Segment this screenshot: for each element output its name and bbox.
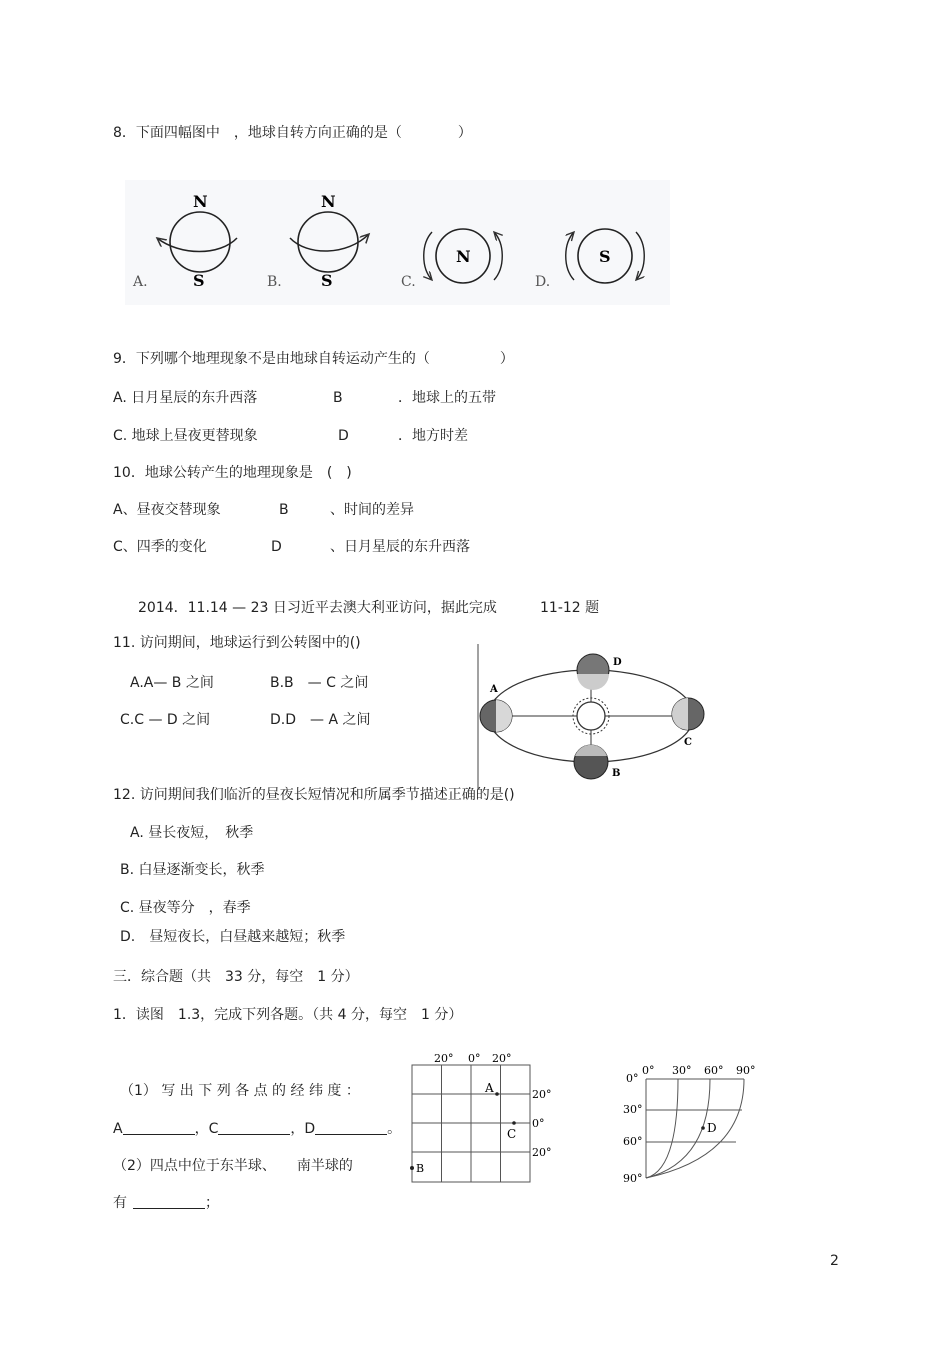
q8-b-north-label: N — [321, 192, 336, 211]
q11-option-b: B.B — C 之间 — [270, 675, 369, 691]
orbit-label-a: A — [490, 684, 498, 695]
polar-quadrant-map — [620, 1062, 770, 1192]
q8-a-option-label: A. — [133, 274, 148, 290]
q11-option-a: A.A— B 之间 — [130, 675, 214, 691]
q10-stem: 10．地球公转产生的地理现象是 ( ) — [113, 465, 352, 481]
answer-blank-a[interactable] — [123, 1120, 195, 1135]
intro-text: 2014．11.14 — 23 日习近平去澳大利亚访问，据此完成 — [138, 600, 497, 616]
q8-d-pole-label: S — [599, 247, 611, 266]
grid-top-label-3: 20° — [492, 1052, 512, 1065]
grid-right-label-2: 0° — [532, 1117, 545, 1130]
c1-stem: 1．读图 1.3，完成下列各题。（共 4 分，每空 1 分） — [113, 1007, 463, 1023]
q8-stem: 8．下面四幅图中 ，地球自转方向正确的是（ ） — [113, 125, 472, 141]
c1-part1: （1） 写 出 下 列 各 点 的 经 纬 度 ： — [120, 1083, 360, 1099]
grid-point-a: A — [485, 1081, 494, 1095]
q8-a-south-label: S — [193, 271, 205, 290]
page-number: 2 — [830, 1253, 839, 1269]
q10-option-a: A、昼夜交替现象 — [113, 502, 221, 518]
part2-end-label: 有 — [113, 1195, 127, 1211]
q12-stem: 12. 访问期间我们临沂的昼夜长短情况和所属季节描述正确的是() — [113, 787, 515, 803]
q11-option-d: D.D — A 之间 — [270, 712, 371, 728]
q9-option-b-letter: B — [333, 390, 343, 406]
polar-top-label-30: 30° — [672, 1064, 692, 1077]
grid-point-b: B — [416, 1162, 425, 1175]
c1-part2-end — [113, 1194, 219, 1212]
grid-right-label-3: 20° — [532, 1146, 552, 1159]
sun-icon — [573, 698, 609, 734]
orbit-label-b: B — [612, 768, 621, 779]
polar-top-label-90: 90° — [736, 1064, 756, 1077]
q9-option-c: C. 地球上昼夜更替现象 — [113, 428, 258, 444]
q10-option-d-letter: D — [271, 539, 282, 555]
q8-b-option-label: B. — [267, 274, 282, 290]
fill-end-mark: 。 — [387, 1121, 402, 1137]
orbit-label-d: D — [613, 657, 622, 668]
grid-top-label-2: 0° — [468, 1052, 481, 1065]
q8-rotation-diagrams — [125, 180, 670, 305]
lat-long-grid-map — [408, 1050, 558, 1190]
q10-option-b-letter: B — [279, 502, 289, 518]
q9-option-d-text: ．地方时差 — [398, 428, 468, 444]
polar-point-d: D — [707, 1121, 717, 1135]
earth-position-d — [577, 654, 622, 690]
q11-option-c: C.C — D 之间 — [120, 712, 211, 728]
q12-option-b: B. 白昼逐渐变长，秋季 — [120, 862, 265, 878]
q8-c-pole-label: N — [456, 247, 471, 266]
polar-top-label-60: 60° — [704, 1064, 724, 1077]
polar-left-label-60: 60° — [623, 1135, 643, 1148]
q9-stem: 9．下列哪个地理现象不是由地球自转运动产生的（ ） — [113, 351, 514, 367]
c1-fill-line — [113, 1120, 401, 1138]
polar-top-label-0a: 0° — [626, 1072, 639, 1085]
orbit-diagram — [476, 644, 716, 789]
polar-left-label-90: 90° — [623, 1172, 643, 1185]
q10-option-d-text: 、日月星辰的东升西落 — [330, 539, 470, 555]
grid-point-c: C — [507, 1127, 517, 1141]
q9-option-b-text: ．地球上的五带 — [398, 390, 496, 406]
part2-end-mark: ； — [205, 1195, 219, 1211]
q12-option-a: A. 昼长夜短， 秋季 — [130, 825, 254, 841]
fill-a-label: A — [113, 1121, 123, 1137]
earth-position-b — [574, 745, 620, 779]
q10-option-c: C、四季的变化 — [113, 539, 207, 555]
q8-d-option-label: D. — [535, 274, 551, 290]
q11-stem: 11. 访问期间，地球运行到公转图中的() — [113, 635, 361, 651]
earth-position-c — [672, 698, 704, 748]
fill-c-label: ，C — [194, 1121, 219, 1137]
c1-part2: （2）四点中位于东半球、 南半球的 — [113, 1158, 353, 1174]
section3-title: 三．综合题（共 33 分，每空 1 分） — [113, 969, 359, 985]
intro-range: 11-12 题 — [540, 600, 600, 616]
q8-a-north-label: N — [193, 192, 208, 211]
orbit-label-c: C — [684, 737, 692, 748]
grid-top-label-1: 20° — [434, 1052, 454, 1065]
answer-blank-hemisphere[interactable] — [133, 1194, 205, 1209]
fill-d-label: ，D — [290, 1121, 316, 1137]
q12-option-d: D. 昼短夜长，白昼越来越短；秋季 — [120, 929, 346, 945]
polar-top-label-0b: 0° — [642, 1064, 655, 1077]
q8-b-south-label: S — [321, 271, 333, 290]
q9-option-a: A. 日月星辰的东升西落 — [113, 390, 258, 406]
q10-option-b-text: 、时间的差异 — [330, 502, 414, 518]
polar-left-label-30: 30° — [623, 1103, 643, 1116]
grid-right-label-1: 20° — [532, 1088, 552, 1101]
answer-blank-c[interactable] — [218, 1120, 290, 1135]
q8-c-option-label: C. — [401, 274, 416, 290]
q12-option-c: C. 昼夜等分 ，春季 — [120, 900, 251, 916]
answer-blank-d[interactable] — [315, 1120, 387, 1135]
earth-position-a — [480, 684, 512, 732]
q9-option-d-letter: D — [338, 428, 349, 444]
